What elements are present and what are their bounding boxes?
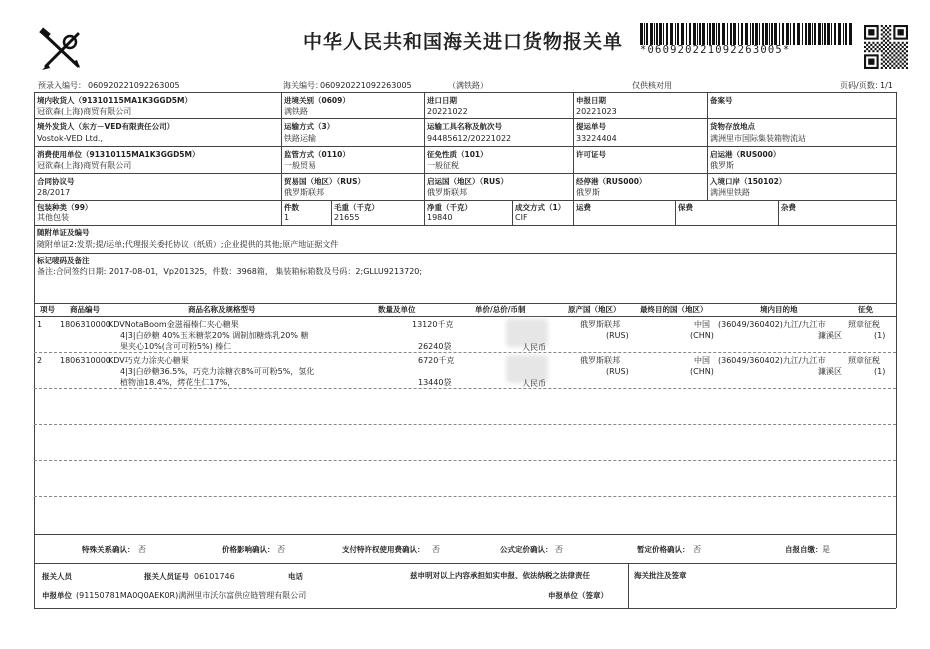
item-code: 1806310000 — [60, 356, 111, 365]
item-domestic-2: 濂溪区 — [818, 331, 842, 340]
item-spec: 4|3|白砂糖 40%玉米糖浆20% 调制加糖炼乳20% 糖 — [120, 331, 309, 340]
misc-fee-label: 杂费 — [781, 203, 796, 212]
transport-name-value: 94485612/20221022 — [427, 134, 512, 143]
verify-note: 仅供核对用 — [632, 81, 672, 90]
transit-port-value: 俄罗斯 — [576, 188, 600, 197]
item-currency: 人民币 — [522, 343, 546, 352]
declare-date-label: 申报日期 — [576, 96, 606, 105]
item-dest: 中国 — [694, 356, 710, 365]
depart-country-label: 启运国（地区）（RUS） — [427, 177, 509, 186]
entry-office-label: 进境关别（0609） — [284, 96, 350, 105]
transport-mode-value: 铁路运输 — [284, 134, 316, 143]
item-origin-code: (RUS) — [606, 331, 629, 340]
page-value: 1/1 — [880, 81, 893, 90]
item-origin-code: (RUS) — [606, 367, 629, 376]
qr-code-icon — [864, 25, 908, 69]
item-code: 1806310000 — [60, 320, 111, 329]
declare-unit-label: 申报单位 — [42, 591, 72, 600]
item-spec: 4|3|白砂糖36.5%，巧克力涂糖衣8%可可粉5%，氢化 — [120, 367, 315, 376]
customs-number-label: 海关编号： — [283, 81, 323, 90]
package-value: 其他包装 — [37, 213, 69, 222]
item-levy-code: (1) — [874, 331, 886, 340]
import-date-value: 20221022 — [427, 107, 468, 116]
consignee-value: 冠欲森(上海)商贸有限公司 — [37, 107, 132, 116]
item-qty: 13120千克 — [412, 320, 454, 329]
declarant-cert-label: 报关人员证号 — [144, 572, 189, 581]
item-dest-code: (CHN) — [690, 331, 714, 340]
gross-weight-value: 21655 — [334, 213, 360, 222]
declare-date-value: 20221023 — [576, 107, 617, 116]
item-dest: 中国 — [694, 320, 710, 329]
declarant-cert-value: 06101746 — [194, 572, 235, 581]
col-origin: 原产国（地区） — [568, 305, 621, 314]
self-pay-value: 是 — [822, 545, 830, 554]
item-qty-2: 13440袋 — [418, 378, 452, 387]
storage-label: 货物存放地点 — [710, 122, 755, 131]
customs-emblem-icon — [36, 26, 88, 74]
item-qty: 6720千克 — [418, 356, 455, 365]
price-impact-label: 价格影响确认： — [222, 545, 275, 554]
origin-port-value: 俄罗斯 — [710, 161, 734, 170]
col-code: 商品编号 — [70, 305, 100, 314]
item-spec-cont: 果夹心10%(含可可粉5%) 榛仁 — [120, 342, 232, 351]
item-seq: 2 — [37, 356, 43, 365]
depart-country-value: 俄罗斯联邦 — [427, 188, 467, 197]
insurance-label: 保费 — [678, 203, 693, 212]
col-price: 单价/总价/币制 — [475, 305, 526, 314]
col-qty: 数量及单位 — [378, 305, 416, 314]
formula-price-value: 否 — [555, 545, 563, 554]
docs-value: 随附单证2:发票;提/运单;代理报关委托协议（纸质）;企业提供的其他;原产地证据文件 — [37, 240, 339, 249]
gross-weight-label: 毛重（千克） — [334, 203, 379, 212]
self-pay-label: 自报自缴： — [785, 545, 823, 554]
col-name: 商品名称及规格型号 — [188, 305, 256, 314]
item-spec-cont: 植物油18.4%，烤花生仁17%， — [120, 378, 236, 387]
supervision-value: 一般贸易 — [284, 161, 316, 170]
page-label: 页码/页数： — [840, 81, 883, 90]
deal-mode-label: 成交方式（1） — [515, 203, 566, 212]
trade-country-value: 俄罗斯联邦 — [284, 188, 324, 197]
marks-value: 备注:合同签约日期: 2017-08-01，Vp201325，件数：3968箱， 集装箱标箱数及号码：2;GLLU9213720; — [37, 267, 423, 276]
provisional-price-value: 否 — [693, 545, 701, 554]
declarant-label: 报关人员 — [42, 572, 72, 581]
declare-unit-value: (91150781MA0Q0AEK0R)满洲里市沃尔富供应链管理有限公司 — [76, 591, 307, 600]
barcode-text: *060920221092263005* — [640, 44, 791, 56]
marks-label: 标记唛码及备注 — [37, 256, 90, 265]
shipper-value: Vostok-VED Ltd., — [37, 134, 103, 143]
entry-port-value: 满洲里铁路 — [710, 188, 750, 197]
entry-port-label: 入境口岸（150102） — [710, 177, 787, 186]
user-label: 消费使用单位（91310115MA1K3GGD5M） — [37, 150, 200, 159]
item-domestic-2: 濂溪区 — [818, 367, 842, 376]
item-origin: 俄罗斯联邦 — [580, 356, 620, 365]
barcode — [640, 23, 852, 45]
pre-entry-label: 预录入编号： — [38, 81, 86, 90]
royalty-label: 支付特许权使用费确认： — [342, 545, 425, 554]
shipper-label: 境外发货人（东方－VED有限责任公司） — [37, 122, 175, 131]
item-name: KDVNotaBoom金滋福榛仁夹心糖果 — [108, 320, 239, 329]
origin-port-label: 启运港（RUS000） — [710, 150, 781, 159]
price-impact-value: 否 — [277, 545, 285, 554]
supervision-label: 监管方式（0110） — [284, 150, 350, 159]
item-qty-2: 26240袋 — [418, 342, 452, 351]
tax-nature-label: 征免性质（101） — [427, 150, 488, 159]
net-weight-label: 净重（千克） — [427, 203, 472, 212]
item-seq: 1 — [37, 320, 43, 329]
transport-name-label: 运输工具名称及航次号 — [427, 122, 502, 131]
storage-value: 满洲里市国际集装箱物流站 — [710, 134, 806, 143]
pieces-label: 件数 — [284, 203, 299, 212]
declare-unit-seal-label: 申报单位（签章） — [548, 591, 608, 600]
bl-no-value: 33224404 — [576, 134, 617, 143]
page-title: 中华人民共和国海关进口货物报关单 — [303, 31, 624, 53]
license-label: 许可证号 — [576, 150, 606, 159]
tax-nature-value: 一般征税 — [427, 161, 459, 170]
item-levy: 照章征税 — [848, 356, 880, 365]
col-levy: 征免 — [858, 305, 873, 314]
special-relation-label: 特殊关系确认： — [82, 545, 135, 554]
pre-entry-number: 060920221092263005 — [88, 81, 180, 90]
port-paren: （满铁路） — [448, 81, 488, 90]
trade-country-label: 贸易国（地区）（RUS） — [284, 177, 366, 186]
freight-label: 运费 — [576, 203, 591, 212]
net-weight-value: 19840 — [427, 213, 453, 222]
item-currency: 人民币 — [522, 379, 546, 388]
item-domestic: (36049/360402)九江/九江市 — [718, 320, 826, 329]
item-levy-code: (1) — [874, 367, 886, 376]
item-domestic: (36049/360402)九江/九江市 — [718, 356, 826, 365]
contract-label: 合同协议号 — [37, 177, 75, 186]
transport-mode-label: 运输方式（3） — [284, 122, 335, 131]
col-seq: 项号 — [40, 305, 55, 314]
import-date-label: 进口日期 — [427, 96, 457, 105]
contract-value: 28/2017 — [37, 188, 71, 197]
entry-office-value: 满铁路 — [284, 107, 308, 116]
user-value: 冠欲森(上海)商贸有限公司 — [37, 161, 132, 170]
provisional-price-label: 暂定价格确认： — [637, 545, 690, 554]
deal-mode-value: CIF — [515, 213, 528, 222]
special-relation-value: 否 — [138, 545, 146, 554]
record-no-label: 备案号 — [710, 96, 733, 105]
bl-no-label: 提运单号 — [576, 122, 606, 131]
pieces-value: 1 — [284, 213, 290, 222]
customs-number: 060920221092263005 — [320, 81, 412, 90]
customs-remark-label: 海关批注及签章 — [634, 571, 687, 580]
docs-label: 随附单证及编号 — [37, 228, 90, 237]
consignee-label: 境内收货人（91310115MA1K3GGD5M） — [37, 96, 192, 105]
item-name: KDV巧克力涂夹心糖果 — [108, 356, 189, 365]
col-domestic: 境内目的地 — [760, 305, 798, 314]
phone-label: 电话 — [288, 572, 303, 581]
item-origin: 俄罗斯联邦 — [580, 320, 620, 329]
package-label: 包装种类（99） — [37, 203, 93, 212]
item-dest-code: (CHN) — [690, 367, 714, 376]
col-dest: 最终目的国（地区） — [640, 305, 708, 314]
transit-port-label: 经停港（RUS000） — [576, 177, 647, 186]
formula-price-label: 公式定价确认： — [500, 545, 553, 554]
legal-statement: 兹申明对以上内容承担如实申报、依法纳税之法律责任 — [410, 571, 590, 580]
item-levy: 照章征税 — [848, 320, 880, 329]
royalty-value: 否 — [432, 545, 440, 554]
